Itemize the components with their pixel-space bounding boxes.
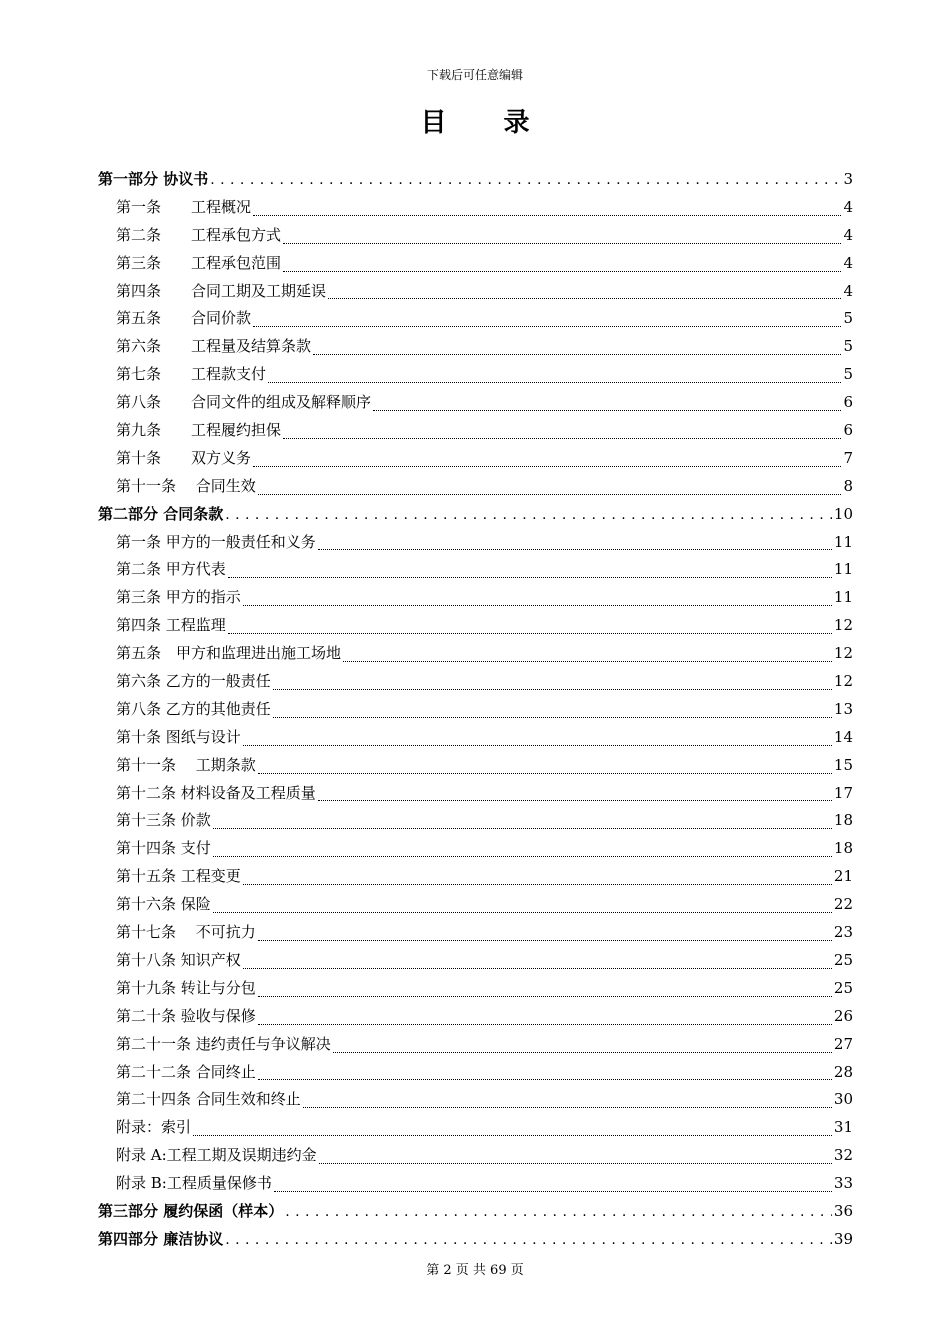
toc-page-number: 8 <box>843 476 853 495</box>
toc-page-number: 27 <box>833 1034 853 1053</box>
toc-entry-label: 第十一条 合同生效 <box>116 476 256 495</box>
toc-page-number: 22 <box>833 895 853 914</box>
toc-entry[interactable] <box>98 531 853 559</box>
toc-entry[interactable] <box>98 865 853 893</box>
toc-entry[interactable] <box>98 614 853 642</box>
toc-entry-label: 第四部分 廉洁协议 <box>98 1229 224 1248</box>
toc-page-number: 4 <box>843 253 853 272</box>
toc-entry-label: 第二十一条 违约责任与争议解决 <box>116 1034 331 1053</box>
toc-entry-label: 第十四条 支付 <box>116 839 211 858</box>
toc-entry[interactable] <box>98 196 853 224</box>
toc-leader-dots <box>274 1181 832 1192</box>
toc-part-entry[interactable] <box>98 503 853 531</box>
toc-leader-dots <box>258 763 832 774</box>
toc-page-number: 32 <box>833 1146 853 1165</box>
toc-entry[interactable] <box>98 1005 853 1033</box>
toc-leader-dots <box>333 1042 832 1053</box>
toc-entry[interactable] <box>98 558 853 586</box>
toc-entry[interactable] <box>98 642 853 670</box>
toc-entry[interactable] <box>98 1116 853 1144</box>
toc-entry-label: 附录 A:工程工期及误期违约金 <box>116 1146 317 1165</box>
toc-entry[interactable] <box>98 307 853 335</box>
toc-leader-dots <box>283 233 841 244</box>
toc-page-number: 23 <box>833 923 853 942</box>
toc-entry[interactable] <box>98 698 853 726</box>
toc-page-number: 3 <box>843 170 853 188</box>
toc-entry-label: 第三条 甲方的指示 <box>116 588 241 607</box>
toc-leader-dots <box>243 735 832 746</box>
toc-entry-label: 第六条 工程量及结算条款 <box>116 337 312 356</box>
toc-entry-label: 第十三条 价款 <box>116 811 211 830</box>
toc-leader-dots <box>253 316 841 327</box>
toc-page-number: 25 <box>833 978 853 997</box>
toc-entry[interactable] <box>98 447 853 475</box>
toc-entry[interactable] <box>98 949 853 977</box>
toc-entry-label: 第七条 工程款支付 <box>116 365 267 384</box>
toc-page-number: 12 <box>833 616 853 635</box>
toc-page-number: 13 <box>833 699 853 718</box>
toc-entry-label: 第十六条 保险 <box>116 895 211 914</box>
toc-leader-dots <box>258 1014 832 1025</box>
toc-page-number: 6 <box>843 393 853 412</box>
toc-leader-dots <box>225 1232 832 1248</box>
toc-leader-dots <box>253 205 841 216</box>
toc-page-number: 14 <box>833 727 853 746</box>
toc-entry-label: 第十条 双方义务 <box>116 448 252 467</box>
toc-entry[interactable] <box>98 335 853 363</box>
toc-entry[interactable] <box>98 419 853 447</box>
toc-entry[interactable] <box>98 977 853 1005</box>
toc-entry[interactable] <box>98 475 853 503</box>
toc-page-number: 6 <box>843 421 853 440</box>
toc-entry[interactable] <box>98 726 853 754</box>
toc-leader-dots <box>243 595 832 606</box>
toc-page-number: 11 <box>833 532 853 551</box>
toc-entry-label: 第八条 乙方的其他责任 <box>116 699 271 718</box>
toc-leader-dots <box>273 707 832 718</box>
toc-page-number: 30 <box>833 1090 853 1109</box>
toc-leader-dots <box>319 1153 832 1164</box>
toc-page-number: 4 <box>843 225 853 244</box>
toc-page-number: 12 <box>833 644 853 663</box>
toc-page-number: 11 <box>833 560 853 579</box>
toc-leader-dots <box>258 986 832 997</box>
toc-entry-label: 第二十四条 合同生效和终止 <box>116 1090 301 1109</box>
toc-entry-label: 第十五条 工程变更 <box>116 867 241 886</box>
toc-page-number: 21 <box>833 867 853 886</box>
toc-entry[interactable] <box>98 670 853 698</box>
toc-leader-dots <box>328 288 841 299</box>
toc-title: 目 录 <box>420 108 554 138</box>
toc-leader-dots <box>193 1125 832 1136</box>
toc-entry[interactable] <box>98 391 853 419</box>
toc-entry-label: 第五条 甲方和监理进出施工场地 <box>116 644 342 663</box>
toc-leader-dots <box>243 958 832 969</box>
toc-leader-dots <box>318 539 832 550</box>
toc-entry-label: 附录：索引 <box>116 1118 192 1137</box>
toc-entry-label: 第十条 图纸与设计 <box>116 727 241 746</box>
toc-entry-label: 第十一条 工期条款 <box>116 755 256 774</box>
toc-entry-label: 第一部分 协议书 <box>98 170 209 188</box>
page-header: 下载后可任意编辑 <box>426 68 523 82</box>
toc-leader-dots <box>285 1204 832 1220</box>
toc-page-number: 36 <box>833 1201 853 1220</box>
toc-page-number: 28 <box>833 1062 853 1081</box>
toc-entry-label: 第十七条 不可抗力 <box>116 923 256 942</box>
toc-entry[interactable] <box>98 586 853 614</box>
toc-leader-dots <box>225 507 832 523</box>
toc-part-entry[interactable] <box>98 1200 853 1228</box>
toc-entry-label: 第十八条 知识产权 <box>116 950 241 969</box>
toc-leader-dots <box>318 790 832 801</box>
toc-entry-label: 第四条 工程监理 <box>116 616 226 635</box>
toc-page-number: 5 <box>843 365 853 384</box>
toc-leader-dots <box>258 484 842 495</box>
toc-page-number: 11 <box>833 588 853 607</box>
toc-leader-dots <box>258 930 832 941</box>
toc-entry-label: 第一条 工程概况 <box>116 197 252 216</box>
toc-leader-dots <box>313 344 841 355</box>
toc-entry-label: 第二十条 验收与保修 <box>116 1006 256 1025</box>
toc-leader-dots <box>283 261 841 272</box>
toc-entry[interactable] <box>98 1033 853 1061</box>
toc-page-number: 25 <box>833 950 853 969</box>
toc-entry-label: 第四条 合同工期及工期延误 <box>116 281 327 300</box>
toc-entry-label: 第三条 工程承包范围 <box>116 253 282 272</box>
toc-leader-dots <box>303 1097 832 1108</box>
toc-leader-dots <box>243 874 832 885</box>
toc-page-number: 18 <box>833 811 853 830</box>
toc-entry[interactable] <box>98 363 853 391</box>
toc-page-number: 15 <box>833 755 853 774</box>
toc-leader-dots <box>258 1069 832 1080</box>
toc-leader-dots <box>343 651 832 662</box>
toc-page-number: 4 <box>843 197 853 216</box>
toc-entry[interactable] <box>98 252 853 280</box>
toc-entry-label: 第二部分 合同条款 <box>98 504 224 523</box>
page-footer: 第 2 页 共 69 页 <box>426 1263 524 1278</box>
toc-entry[interactable] <box>98 921 853 949</box>
table-of-contents <box>98 168 853 1256</box>
toc-page-number: 26 <box>833 1006 853 1025</box>
toc-part-entry[interactable] <box>98 168 853 196</box>
toc-entry[interactable] <box>98 280 853 308</box>
toc-part-entry[interactable] <box>98 1228 853 1256</box>
toc-leader-dots <box>213 902 832 913</box>
toc-entry[interactable] <box>98 1061 853 1089</box>
toc-entry[interactable] <box>98 1172 853 1200</box>
toc-leader-dots <box>213 818 832 829</box>
toc-entry-label: 第九条 工程履约担保 <box>116 421 282 440</box>
toc-page-number: 5 <box>843 337 853 356</box>
toc-leader-dots <box>283 428 841 439</box>
toc-entry-label: 第五条 合同价款 <box>116 309 252 328</box>
toc-leader-dots <box>210 172 841 188</box>
toc-leader-dots <box>213 846 832 857</box>
toc-leader-dots <box>228 623 832 634</box>
toc-entry-label: 第十二条 材料设备及工程质量 <box>116 783 316 802</box>
toc-page-number: 7 <box>843 448 853 467</box>
toc-page-number: 10 <box>833 504 853 523</box>
toc-page-number: 17 <box>833 783 853 802</box>
toc-entry[interactable] <box>98 809 853 837</box>
toc-entry-label: 第十九条 转让与分包 <box>116 978 256 997</box>
toc-entry[interactable] <box>98 837 853 865</box>
toc-page-number: 18 <box>833 839 853 858</box>
toc-entry-label: 第二十二条 合同终止 <box>116 1062 256 1081</box>
toc-entry[interactable] <box>98 782 853 810</box>
toc-entry-label: 附录 B:工程质量保修书 <box>116 1174 272 1193</box>
toc-page-number: 31 <box>833 1118 853 1137</box>
toc-entry-label: 第一条 甲方的一般责任和义务 <box>116 532 316 551</box>
toc-entry[interactable] <box>98 224 853 252</box>
toc-entry[interactable] <box>98 1144 853 1172</box>
toc-leader-dots <box>373 400 841 411</box>
toc-entry-label: 第三部分 履约保函（样本） <box>98 1201 284 1220</box>
toc-entry-label: 第二条 甲方代表 <box>116 560 226 579</box>
toc-leader-dots <box>228 567 832 578</box>
toc-entry[interactable] <box>98 754 853 782</box>
toc-page-number: 5 <box>843 309 853 328</box>
toc-leader-dots <box>268 372 841 383</box>
toc-entry-label: 第六条 乙方的一般责任 <box>116 672 271 691</box>
toc-leader-dots <box>253 456 841 467</box>
toc-page-number: 39 <box>833 1229 853 1248</box>
toc-page-number: 33 <box>833 1174 853 1193</box>
toc-entry-label: 第八条 合同文件的组成及解释顺序 <box>116 393 372 412</box>
toc-entry[interactable] <box>98 893 853 921</box>
toc-page-number: 12 <box>833 672 853 691</box>
toc-leader-dots <box>273 679 832 690</box>
toc-entry-label: 第二条 工程承包方式 <box>116 225 282 244</box>
toc-entry[interactable] <box>98 1088 853 1116</box>
toc-page-number: 4 <box>843 281 853 300</box>
